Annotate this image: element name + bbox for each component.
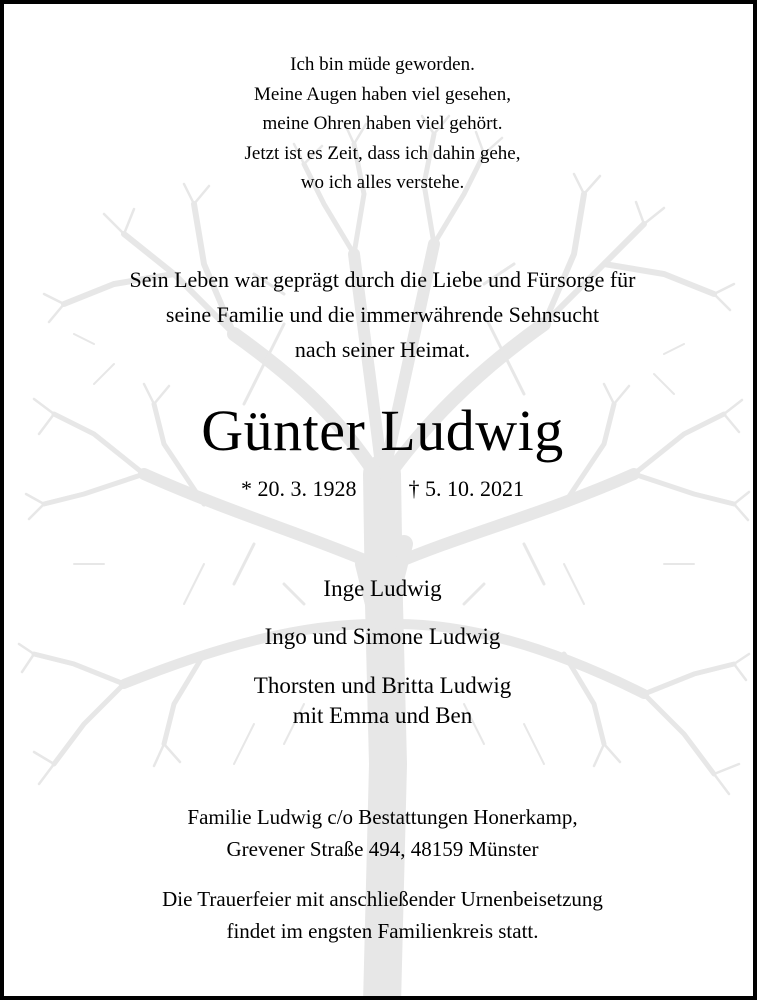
- address-line: Familie Ludwig c/o Bestattungen Honerkamp,: [187, 805, 578, 829]
- birth-date: * 20. 3. 1928: [241, 476, 357, 501]
- address-line: Grevener Straße 494, 48159 Münster: [226, 837, 539, 861]
- mourner-entry: Ingo und Simone Ludwig: [264, 624, 501, 649]
- mourner-entry: [4, 671, 757, 731]
- poem-verse: [4, 50, 757, 198]
- service-note: [4, 883, 757, 947]
- tribute-text: [4, 262, 757, 367]
- deceased-name: Günter Ludwig: [201, 398, 564, 463]
- poem-line: Meine Augen haben viel gesehen,: [254, 83, 511, 105]
- service-line: findet im engsten Familienkreis statt.: [226, 919, 539, 943]
- poem-line: meine Ohren haben viel gehört.: [262, 113, 503, 134]
- tribute-line: Sein Leben war geprägt durch die Liebe und Fürsorge für: [129, 267, 636, 292]
- mourner-line: mit Emma und Ben: [292, 703, 473, 728]
- poem-line: wo ich alles verstehe.: [300, 172, 465, 193]
- life-dates: [4, 474, 757, 504]
- death-date: † 5. 10. 2021: [408, 476, 524, 501]
- contact-address: [4, 801, 757, 865]
- mourner-entry: Inge Ludwig: [323, 576, 442, 601]
- mourner-line: Thorsten und Britta Ludwig: [253, 673, 512, 698]
- poem-line: Ich bin müde geworden.: [290, 54, 475, 75]
- service-line: Die Trauerfeier mit anschließender Urnenbeisetzung: [162, 887, 603, 911]
- poem-line: Jetzt ist es Zeit, dass ich dahin gehe,: [244, 142, 521, 164]
- tribute-line: nach seiner Heimat.: [294, 337, 471, 362]
- tribute-line: seine Familie und die immerwährende Sehnsucht: [165, 302, 600, 327]
